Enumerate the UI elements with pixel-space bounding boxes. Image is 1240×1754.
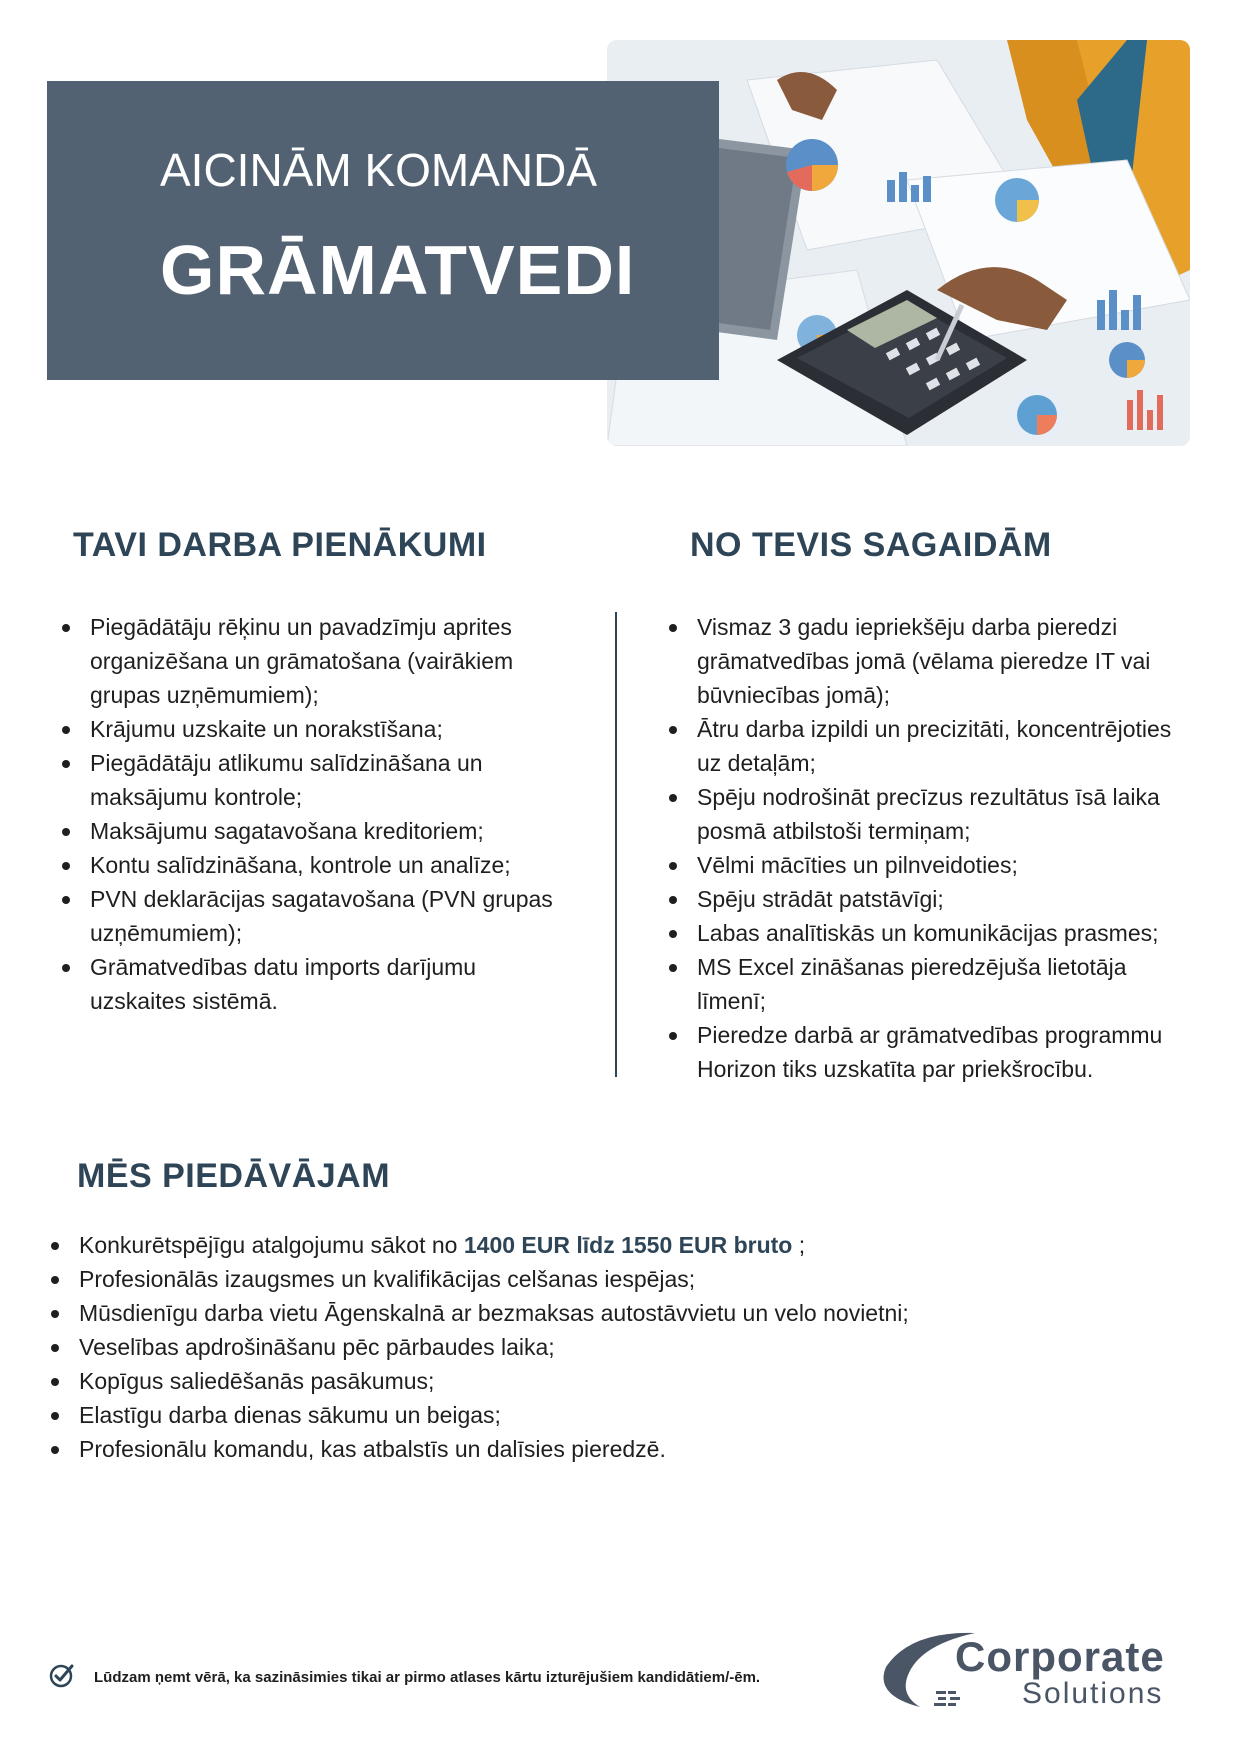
list-item: Elastīgu darba dienas sākumu un beigas; <box>47 1398 1187 1432</box>
footer-text: Lūdzam ņemt vērā, ka sazināsimies tikai ar pirmo atlases kārtu izturējušiem kandidātiem/-ēm. <box>94 1668 761 1686</box>
salary-highlight: 1400 EUR līdz 1550 EUR bruto <box>463 1232 793 1258</box>
list-item-salary <box>47 1228 1187 1262</box>
requirements-heading: NO TEVIS SAGAIDĀM <box>690 526 1052 564</box>
list-item: Krājumu uzskaite un norakstīšana; <box>58 712 578 746</box>
hero-subtitle: AICINĀM KOMANDĀ <box>160 144 598 196</box>
list-item: Veselības apdrošināšanu pēc pārbaudes laika; <box>47 1330 1187 1364</box>
column-divider <box>615 612 617 1077</box>
logo-word-solutions: Solutions <box>1022 1677 1164 1710</box>
requirements-list <box>665 610 1195 1086</box>
list-item: Kontu salīdzināšana, kontrole un analīze; <box>58 848 578 882</box>
list-item: Kopīgus saliedēšanās pasākumus; <box>47 1364 1187 1398</box>
list-item: Spēju nodrošināt precīzus rezultātus īsā laika posmā atbilstoši termiņam; <box>665 780 1195 848</box>
duties-list <box>58 610 578 1018</box>
list-item: MS Excel zināšanas pieredzējuša lietotāja līmenī; <box>665 950 1195 1018</box>
logo-word-corporate: Corporate <box>955 1633 1165 1680</box>
list-item: Maksājumu sagatavošana kreditoriem; <box>58 814 578 848</box>
list-item: Labas analītiskās un komunikācijas prasmes; <box>665 916 1195 950</box>
list-item: Profesionālu komandu, kas atbalstīs un dalīsies pieredzē. <box>47 1432 1187 1466</box>
salary-prefix: Konkurētspējīgu atalgojumu sākot no <box>79 1232 464 1258</box>
list-item: Mūsdienīgu darba vietu Āgenskalnā ar bezmaksas autostāvvietu un velo novietni; <box>47 1296 1187 1330</box>
list-item: Ātru darba izpildi un precizitāti, koncentrējoties uz detaļām; <box>665 712 1195 780</box>
list-item: Vismaz 3 gadu iepriekšēju darba pieredzi grāmatvedības jomā (vēlama pieredze IT vai būvniecības jomā); <box>665 610 1195 712</box>
list-item: Vēlmi mācīties un pilnveidoties; <box>665 848 1195 882</box>
check-circle-icon <box>48 1661 76 1693</box>
offer-list <box>47 1228 1187 1466</box>
corporate-solutions-logo <box>880 1625 1190 1715</box>
salary-suffix: ; <box>792 1232 806 1258</box>
list-item: Piegādātāju rēķinu un pavadzīmju aprites organizēšana un grāmatošana (vairākiem grupas uzņēmumiem); <box>58 610 578 712</box>
duties-heading: TAVI DARBA PIENĀKUMI <box>73 526 487 564</box>
hero-title: GRĀMATVEDI <box>160 231 636 309</box>
footer-note <box>48 1661 760 1693</box>
list-item: Grāmatvedības datu imports darījumu uzskaites sistēmā. <box>58 950 578 1018</box>
list-item: Pieredze darbā ar grāmatvedības programmu Horizon tiks uzskatīta par priekšrocību. <box>665 1018 1195 1086</box>
offer-heading: MĒS PIEDĀVĀJAM <box>77 1157 391 1195</box>
list-item: Spēju strādāt patstāvīgi; <box>665 882 1195 916</box>
list-item: PVN deklarācijas sagatavošana (PVN grupas uzņēmumiem); <box>58 882 578 950</box>
list-item: Piegādātāju atlikumu salīdzināšana un maksājumu kontrole; <box>58 746 578 814</box>
list-item: Profesionālās izaugsmes un kvalifikācijas celšanas iespējas; <box>47 1262 1187 1296</box>
